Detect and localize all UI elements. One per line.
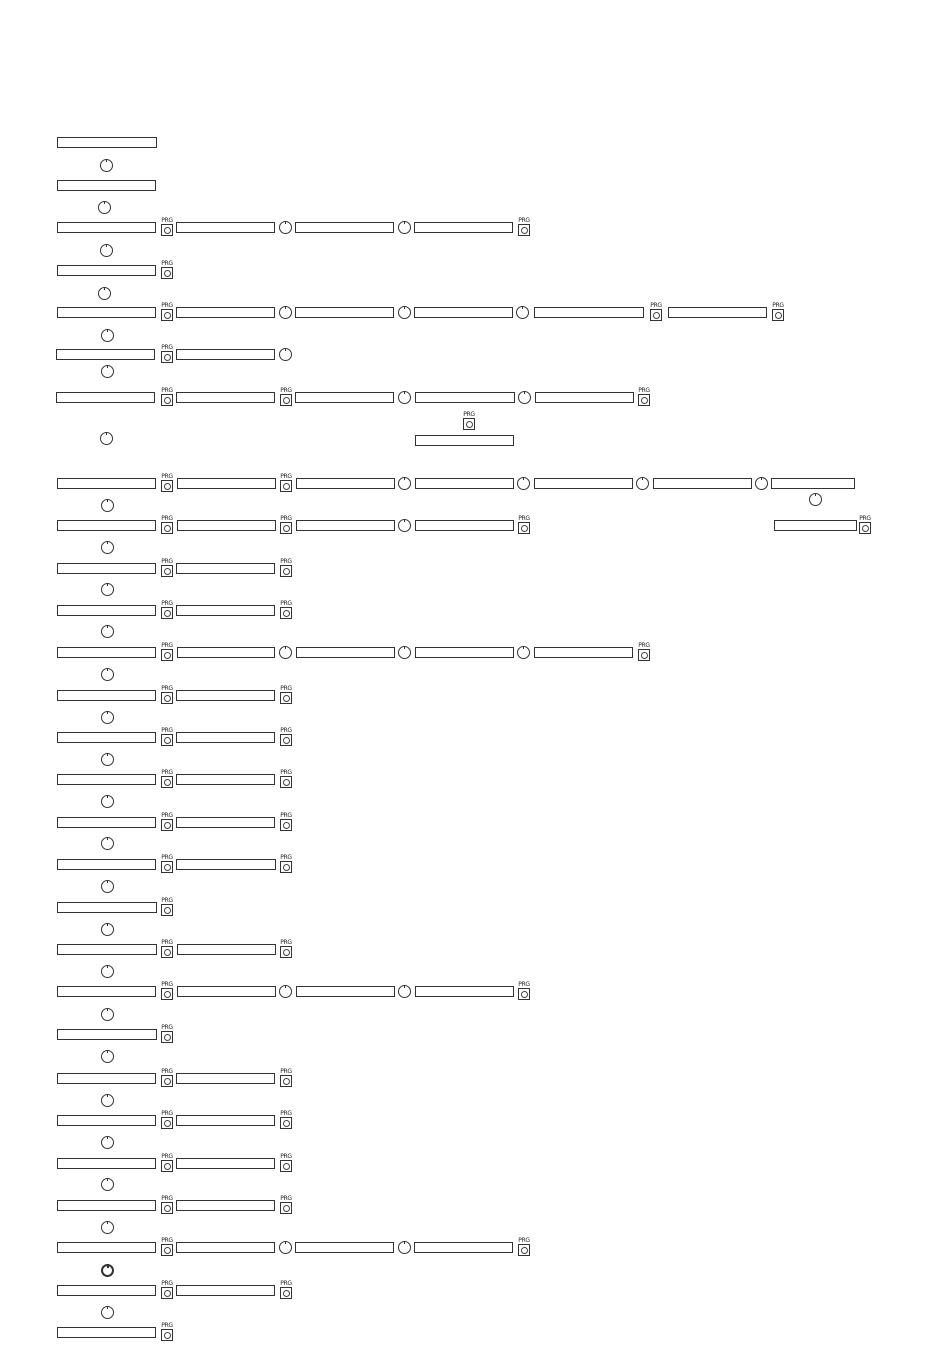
- rotary-dial-icon[interactable]: [279, 646, 292, 659]
- prg-button-icon: [638, 649, 650, 661]
- prg-button-icon: [161, 224, 173, 236]
- prg-button[interactable]: [160, 345, 174, 365]
- rotary-dial-icon[interactable]: [398, 477, 411, 490]
- prg-label: PRG: [161, 981, 173, 988]
- rotary-dial-icon[interactable]: [636, 477, 649, 490]
- prg-label: PRG: [280, 600, 292, 607]
- rotary-dial-icon[interactable]: [101, 965, 114, 978]
- prg-label: PRG: [638, 642, 650, 649]
- prg-button[interactable]: [279, 1281, 293, 1301]
- module-box: [56, 392, 155, 403]
- module-box: [296, 986, 395, 997]
- prg-label: PRG: [161, 515, 173, 522]
- prg-button-icon: [161, 309, 173, 321]
- module-box: [295, 1242, 394, 1253]
- prg-label: PRG: [638, 387, 650, 394]
- module-box: [176, 1242, 275, 1253]
- module-box: [176, 349, 275, 360]
- prg-button[interactable]: [160, 686, 174, 706]
- prg-button-icon: [280, 1160, 292, 1172]
- module-box: [176, 1115, 275, 1126]
- prg-button-icon: [280, 819, 292, 831]
- module-box: [57, 307, 156, 318]
- module-box: [57, 265, 156, 276]
- module-box: [176, 563, 275, 574]
- prg-button[interactable]: [637, 643, 651, 663]
- prg-button[interactable]: [279, 728, 293, 748]
- prg-button-icon: [518, 1244, 530, 1256]
- prg-button-icon: [463, 418, 475, 430]
- prg-button-icon: [518, 988, 530, 1000]
- prg-label: PRG: [280, 1280, 292, 1287]
- prg-label: PRG: [280, 727, 292, 734]
- prg-label: PRG: [161, 897, 173, 904]
- module-box: [415, 392, 515, 403]
- prg-button[interactable]: [160, 388, 174, 408]
- module-box: [57, 859, 156, 870]
- prg-button[interactable]: [279, 474, 293, 494]
- prg-label: PRG: [161, 685, 173, 692]
- module-box: [57, 180, 156, 191]
- prg-button-icon: [280, 480, 292, 492]
- module-box: [774, 520, 857, 531]
- prg-button[interactable]: [160, 1069, 174, 1089]
- module-box: [177, 478, 276, 489]
- prg-label: PRG: [161, 387, 173, 394]
- prg-button[interactable]: [279, 1069, 293, 1089]
- rotary-dial-icon[interactable]: [518, 391, 531, 404]
- prg-button[interactable]: [517, 982, 531, 1002]
- prg-button[interactable]: [649, 303, 663, 323]
- rotary-dial-icon[interactable]: [101, 1136, 114, 1149]
- rotary-dial-icon[interactable]: [516, 306, 529, 319]
- module-box: [415, 435, 514, 446]
- prg-button[interactable]: [160, 770, 174, 790]
- module-box: [57, 647, 156, 658]
- rotary-dial-icon[interactable]: [101, 668, 114, 681]
- module-box: [176, 1073, 275, 1084]
- module-box: [57, 563, 156, 574]
- prg-label: PRG: [161, 217, 173, 224]
- rotary-dial-icon[interactable]: [101, 880, 114, 893]
- prg-label: PRG: [161, 1068, 173, 1075]
- prg-label: PRG: [280, 685, 292, 692]
- prg-button[interactable]: [279, 559, 293, 579]
- module-box: [57, 1029, 157, 1040]
- rotary-dial-icon[interactable]: [398, 985, 411, 998]
- rotary-dial-icon[interactable]: [101, 1178, 114, 1191]
- prg-label: PRG: [280, 812, 292, 819]
- prg-button-icon: [638, 394, 650, 406]
- prg-label: PRG: [518, 515, 530, 522]
- prg-label: PRG: [280, 854, 292, 861]
- prg-button-icon: [161, 1160, 173, 1172]
- rotary-dial-icon[interactable]: [517, 646, 530, 659]
- module-box: [771, 478, 855, 489]
- module-box: [57, 902, 157, 913]
- rotary-dial-icon[interactable]: [101, 1094, 114, 1107]
- module-box: [415, 478, 514, 489]
- rotary-dial-icon[interactable]: [101, 1008, 114, 1021]
- rotary-dial-icon[interactable]: [101, 625, 114, 638]
- prg-button-icon: [161, 1244, 173, 1256]
- module-box: [415, 647, 514, 658]
- prg-button[interactable]: [517, 516, 531, 536]
- prg-button[interactable]: [160, 1196, 174, 1216]
- module-box: [57, 1285, 156, 1296]
- prg-label: PRG: [280, 1068, 292, 1075]
- prg-label: PRG: [161, 600, 173, 607]
- prg-button-icon: [161, 734, 173, 746]
- prg-button[interactable]: [160, 940, 174, 960]
- prg-button-icon: [280, 692, 292, 704]
- module-box: [296, 520, 395, 531]
- prg-button[interactable]: [858, 516, 872, 536]
- prg-label: PRG: [161, 812, 173, 819]
- module-box: [57, 1200, 156, 1211]
- module-box: [176, 1200, 275, 1211]
- prg-label: PRG: [161, 939, 173, 946]
- prg-label: PRG: [161, 558, 173, 565]
- prg-label: PRG: [161, 1280, 173, 1287]
- module-box: [57, 1073, 156, 1084]
- prg-label: PRG: [518, 217, 530, 224]
- rotary-dial-icon[interactable]: [398, 646, 411, 659]
- prg-label: PRG: [280, 939, 292, 946]
- prg-button-icon: [161, 1287, 173, 1299]
- rotary-dial-icon[interactable]: [279, 985, 292, 998]
- rotary-dial-icon[interactable]: [101, 923, 114, 936]
- prg-button-icon: [161, 1329, 173, 1341]
- prg-label: PRG: [518, 1237, 530, 1244]
- prg-button-icon: [280, 607, 292, 619]
- rotary-dial-icon[interactable]: [101, 583, 114, 596]
- prg-button-icon: [161, 1117, 173, 1129]
- prg-button-icon: [772, 309, 784, 321]
- module-box: [57, 1115, 156, 1126]
- prg-button[interactable]: [279, 388, 293, 408]
- prg-button[interactable]: [160, 898, 174, 918]
- prg-button-icon: [161, 776, 173, 788]
- prg-button[interactable]: [160, 1025, 174, 1045]
- prg-button[interactable]: [279, 940, 293, 960]
- prg-button-icon: [518, 224, 530, 236]
- module-box: [176, 605, 275, 616]
- prg-button[interactable]: [771, 303, 785, 323]
- module-box: [176, 690, 275, 701]
- rotary-dial-icon[interactable]: [398, 519, 411, 532]
- prg-button[interactable]: [279, 1154, 293, 1174]
- rotary-dial-icon[interactable]: [101, 499, 114, 512]
- prg-label: PRG: [161, 727, 173, 734]
- rotary-dial-icon[interactable]: [809, 493, 822, 506]
- module-box: [177, 944, 276, 955]
- prg-label: PRG: [280, 769, 292, 776]
- prg-button-icon: [280, 394, 292, 406]
- prg-label: PRG: [650, 302, 662, 309]
- prg-button[interactable]: [279, 813, 293, 833]
- prg-button-icon: [161, 988, 173, 1000]
- rotary-dial-icon[interactable]: [101, 365, 114, 378]
- prg-button[interactable]: [279, 855, 293, 875]
- prg-label: PRG: [518, 981, 530, 988]
- rotary-dial-icon[interactable]: [101, 1050, 114, 1063]
- prg-button-icon: [161, 861, 173, 873]
- prg-button-icon: [161, 692, 173, 704]
- prg-button[interactable]: [279, 770, 293, 790]
- module-box: [57, 690, 156, 701]
- prg-button[interactable]: [160, 728, 174, 748]
- module-box: [57, 817, 156, 828]
- prg-button[interactable]: [160, 982, 174, 1002]
- rotary-dial-icon[interactable]: [98, 287, 111, 300]
- module-box: [177, 520, 276, 531]
- module-box: [535, 392, 634, 403]
- module-box: [176, 222, 275, 233]
- prg-button[interactable]: [160, 474, 174, 494]
- prg-button-icon: [161, 819, 173, 831]
- rotary-dial-icon[interactable]: [101, 1221, 114, 1234]
- module-box: [57, 944, 157, 955]
- prg-button[interactable]: [160, 1281, 174, 1301]
- module-box: [415, 986, 514, 997]
- prg-label: PRG: [161, 473, 173, 480]
- prg-label: PRG: [161, 1322, 173, 1329]
- prg-label: PRG: [161, 344, 173, 351]
- prg-button[interactable]: [160, 559, 174, 579]
- module-box: [57, 605, 156, 616]
- module-box: [534, 307, 644, 318]
- module-box: [176, 1285, 275, 1296]
- prg-button[interactable]: [637, 388, 651, 408]
- module-box: [57, 1327, 156, 1338]
- prg-label: PRG: [161, 1237, 173, 1244]
- prg-button-icon: [280, 1117, 292, 1129]
- prg-label: PRG: [161, 769, 173, 776]
- prg-button-icon: [161, 649, 173, 661]
- module-box: [57, 774, 156, 785]
- prg-button-icon: [280, 734, 292, 746]
- prg-button-icon: [280, 946, 292, 958]
- prg-label: PRG: [161, 1110, 173, 1117]
- prg-button-icon: [161, 946, 173, 958]
- prg-button-icon: [280, 1075, 292, 1087]
- rotary-dial-icon[interactable]: [100, 244, 113, 257]
- rotary-dial-icon[interactable]: [101, 711, 114, 724]
- prg-button[interactable]: [160, 855, 174, 875]
- rotary-dial-icon[interactable]: [279, 1241, 292, 1254]
- rotary-dial-icon[interactable]: [517, 477, 530, 490]
- prg-button-icon: [161, 480, 173, 492]
- prg-button[interactable]: [160, 303, 174, 323]
- rotary-dial-icon[interactable]: [101, 1264, 114, 1277]
- prg-button[interactable]: [517, 218, 531, 238]
- prg-button-icon: [161, 522, 173, 534]
- prg-button-icon: [161, 1075, 173, 1087]
- rotary-dial-icon[interactable]: [398, 391, 411, 404]
- rotary-dial-icon[interactable]: [279, 348, 292, 361]
- rotary-dial-icon[interactable]: [755, 477, 768, 490]
- prg-label: PRG: [161, 854, 173, 861]
- module-box: [414, 307, 513, 318]
- prg-button[interactable]: [160, 813, 174, 833]
- prg-button-icon: [161, 565, 173, 577]
- prg-button-icon: [161, 1202, 173, 1214]
- rotary-dial-icon[interactable]: [279, 221, 292, 234]
- prg-button[interactable]: [160, 643, 174, 663]
- prg-button[interactable]: [160, 516, 174, 536]
- module-box: [57, 986, 156, 997]
- module-box: [414, 222, 513, 233]
- module-box: [57, 1242, 156, 1253]
- rotary-dial-icon[interactable]: [101, 795, 114, 808]
- prg-label: PRG: [463, 411, 475, 418]
- prg-button[interactable]: [279, 1111, 293, 1131]
- module-box: [653, 478, 752, 489]
- prg-label: PRG: [161, 1153, 173, 1160]
- module-box: [534, 478, 633, 489]
- prg-button[interactable]: [160, 1111, 174, 1131]
- prg-button[interactable]: [160, 261, 174, 281]
- rotary-dial-icon[interactable]: [100, 432, 113, 445]
- rotary-dial-icon[interactable]: [279, 306, 292, 319]
- rotary-dial-icon[interactable]: [101, 753, 114, 766]
- module-box: [177, 986, 276, 997]
- prg-button-icon: [859, 522, 871, 534]
- module-box: [295, 307, 394, 318]
- module-box: [296, 478, 395, 489]
- prg-button-icon: [280, 1287, 292, 1299]
- prg-label: PRG: [161, 302, 173, 309]
- prg-button[interactable]: [279, 601, 293, 621]
- module-box: [295, 392, 394, 403]
- module-box: [57, 222, 156, 233]
- prg-label: PRG: [280, 558, 292, 565]
- module-box: [57, 137, 157, 148]
- prg-label: PRG: [280, 1195, 292, 1202]
- module-box: [534, 647, 633, 658]
- module-box: [668, 307, 767, 318]
- rotary-dial-icon[interactable]: [101, 329, 114, 342]
- prg-button[interactable]: [517, 1238, 531, 1258]
- prg-button-icon: [161, 607, 173, 619]
- prg-label: PRG: [772, 302, 784, 309]
- module-box: [57, 478, 156, 489]
- prg-button[interactable]: [160, 1323, 174, 1343]
- prg-button-icon: [161, 267, 173, 279]
- prg-label: PRG: [161, 260, 173, 267]
- module-box: [176, 774, 275, 785]
- prg-button-icon: [280, 522, 292, 534]
- prg-button-icon: [161, 394, 173, 406]
- module-box: [57, 1158, 156, 1169]
- module-box: [177, 647, 275, 658]
- rotary-dial-icon[interactable]: [101, 541, 114, 554]
- module-box: [176, 1158, 275, 1169]
- prg-label: PRG: [161, 1195, 173, 1202]
- module-box: [57, 732, 156, 743]
- prg-button-icon: [161, 904, 173, 916]
- prg-button[interactable]: [279, 686, 293, 706]
- prg-button[interactable]: [160, 1238, 174, 1258]
- prg-button[interactable]: [160, 1154, 174, 1174]
- module-box: [56, 349, 155, 360]
- prg-label: PRG: [161, 1024, 173, 1031]
- prg-label: PRG: [280, 515, 292, 522]
- prg-label: PRG: [280, 1153, 292, 1160]
- prg-button-icon: [280, 1202, 292, 1214]
- prg-button[interactable]: [160, 601, 174, 621]
- prg-button[interactable]: [462, 412, 476, 432]
- module-box: [296, 647, 395, 658]
- module-box: [295, 222, 394, 233]
- prg-label: PRG: [161, 642, 173, 649]
- rotary-dial-icon[interactable]: [101, 837, 114, 850]
- prg-button-icon: [650, 309, 662, 321]
- rotary-dial-icon[interactable]: [98, 201, 111, 214]
- prg-button-icon: [280, 565, 292, 577]
- prg-label: PRG: [859, 515, 871, 522]
- module-box: [176, 817, 275, 828]
- module-box: [57, 520, 156, 531]
- module-box: [414, 1242, 513, 1253]
- module-box: [176, 859, 276, 870]
- rotary-dial-icon[interactable]: [100, 159, 113, 172]
- prg-button[interactable]: [160, 218, 174, 238]
- prg-button[interactable]: [279, 1196, 293, 1216]
- prg-button-icon: [280, 776, 292, 788]
- rotary-dial-icon[interactable]: [398, 221, 411, 234]
- module-box: [415, 520, 514, 531]
- prg-button-icon: [161, 351, 173, 363]
- module-box: [176, 732, 275, 743]
- prg-button-icon: [518, 522, 530, 534]
- prg-label: PRG: [280, 473, 292, 480]
- module-box: [176, 307, 275, 318]
- prg-label: PRG: [280, 387, 292, 394]
- rotary-dial-icon[interactable]: [101, 1306, 114, 1319]
- rotary-dial-icon[interactable]: [398, 306, 411, 319]
- prg-button-icon: [161, 1031, 173, 1043]
- prg-button-icon: [280, 861, 292, 873]
- prg-label: PRG: [280, 1110, 292, 1117]
- rotary-dial-icon[interactable]: [398, 1241, 411, 1254]
- module-box: [176, 392, 275, 403]
- prg-button[interactable]: [279, 516, 293, 536]
